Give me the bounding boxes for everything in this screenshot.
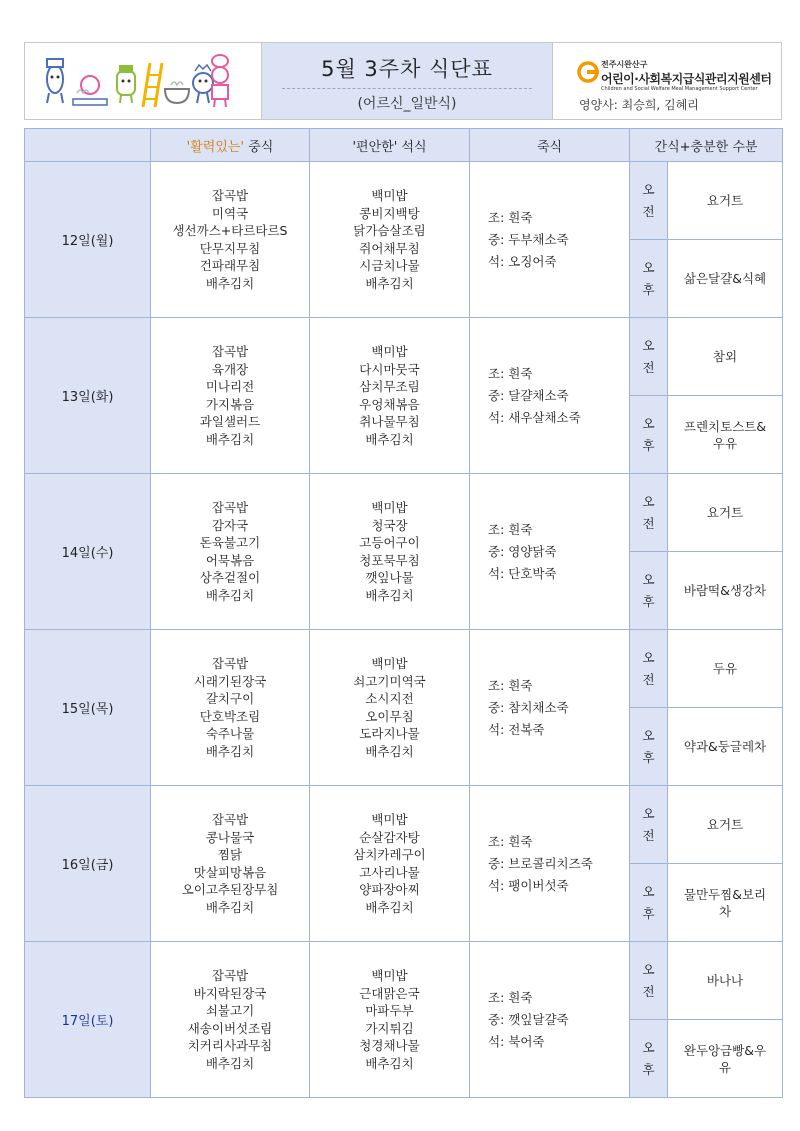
header [24, 42, 782, 120]
chef-character-4-icon [143, 63, 162, 107]
porridge-menu-item: 중: 브로콜리치즈죽 [488, 855, 593, 871]
porridge-menu-item: 중: 두부채소죽 [488, 231, 569, 247]
dinner-menu-item: 닭가슴살조림 [353, 223, 426, 238]
am-snack: 바나나 [668, 942, 783, 1020]
day-row [25, 162, 783, 240]
lunch-menu-item: 배추김치 [205, 743, 255, 759]
dinner-menu-item: 배추김치 [365, 431, 414, 447]
porridge-menu-item: 중: 달걀채소죽 [488, 387, 569, 403]
dinner-menu-item: 백미밥 [371, 656, 408, 671]
pm-label: 오 후 [630, 552, 668, 630]
lunch-menu-item: 건파래무침 [199, 258, 261, 273]
day-row [25, 786, 783, 864]
center-name-en: Children and Social Welfare Meal Management Support Center [601, 86, 758, 92]
porridge-menu-item: 중: 영양닭죽 [488, 543, 557, 559]
lunch-menu [151, 942, 310, 1098]
lunch-menu [151, 786, 310, 942]
dinner-menu-item: 청국장 [371, 517, 408, 533]
day-label: 17일(토) [25, 942, 151, 1098]
porridge-menu-item: 중: 깻잎달걀죽 [488, 1011, 569, 1027]
chef-character-2-icon [73, 76, 107, 105]
porridge-menu-item: 석: 단호박죽 [488, 565, 557, 581]
am-snack: 두유 [668, 630, 783, 708]
day-label: 12일(월) [25, 162, 151, 318]
dinner-menu-item: 취나물무침 [359, 414, 420, 429]
pm-label: 오 후 [630, 1020, 668, 1098]
center-logo-icon [577, 61, 599, 83]
lunch-menu [151, 318, 310, 474]
dinner-menu-item: 삼치무조림 [359, 379, 420, 394]
pm-label: 오 후 [630, 396, 668, 474]
lunch-menu-item: 잡곡밥 [211, 500, 249, 515]
lunch-menu [151, 630, 310, 786]
porridge-menu-item: 조: 흰죽 [488, 365, 533, 381]
lunch-menu-item: 상추겉절이 [199, 570, 261, 585]
header-row [25, 129, 783, 162]
am-label: 오 전 [630, 942, 668, 1020]
porridge-menu [470, 630, 630, 786]
page-title: 5월 3주차 식단표 [321, 57, 493, 81]
pm-label: 오 후 [630, 708, 668, 786]
pm-snack: 완두앙금빵&우 유 [668, 1020, 783, 1098]
lunch-menu-item: 찜닭 [217, 847, 243, 862]
pm-snack: 바람떡&생강차 [668, 552, 783, 630]
dinner-menu-item: 쇠고기미역국 [353, 673, 426, 689]
nutritionist-names: 영양사: 최승희, 김혜리 [579, 98, 699, 112]
porridge-menu-item: 조: 흰죽 [488, 833, 533, 849]
am-label: 오 전 [630, 162, 668, 240]
lunch-menu-item: 잡곡밥 [211, 344, 249, 359]
lunch-menu-item: 배추김치 [205, 587, 255, 603]
chef-character-5-icon [193, 65, 213, 103]
dinner-menu-item: 배추김치 [365, 587, 414, 603]
dinner-menu-item: 깻잎나물 [365, 570, 414, 585]
page-subtitle: (어르신_일반식) [357, 96, 457, 112]
lunch-menu-item: 잡곡밥 [211, 656, 249, 671]
lunch-menu-item: 잡곡밥 [211, 188, 249, 203]
porridge-menu [470, 786, 630, 942]
porridge-menu-item: 조: 흰죽 [488, 521, 533, 537]
dinner-menu [310, 630, 470, 786]
lunch-menu [151, 162, 310, 318]
am-label: 오 전 [630, 318, 668, 396]
lunch-menu-item: 배추김치 [205, 899, 255, 915]
porridge-menu-item: 석: 팽이버섯죽 [488, 877, 569, 893]
menu-table [24, 128, 783, 1098]
dinner-menu [310, 162, 470, 318]
dinner-menu-item: 가지튀김 [365, 1020, 414, 1036]
lunch-menu-item: 콩나물국 [205, 829, 255, 845]
dinner-menu [310, 318, 470, 474]
pm-snack: 삶은달걀&식혜 [668, 240, 783, 318]
day-label: 14일(수) [25, 474, 151, 630]
chef-character-1-icon [47, 59, 63, 103]
pm-snack: 물만두찜&보리 차 [668, 864, 783, 942]
dinner-menu [310, 474, 470, 630]
col-lunch: '활력있는' 중식 [151, 129, 310, 162]
lunch-menu-item: 미역국 [211, 205, 249, 221]
center-info [553, 43, 781, 119]
day-label: 13일(화) [25, 318, 151, 474]
am-snack: 요거트 [668, 162, 783, 240]
center-district: 전주시완산구 [601, 60, 648, 69]
dinner-menu [310, 942, 470, 1098]
am-label: 오 전 [630, 630, 668, 708]
lunch-menu-item: 과일샐러드 [199, 414, 261, 429]
lunch-menu-item: 숙주나물 [205, 726, 255, 741]
porridge-menu-item: 석: 북어죽 [488, 1033, 545, 1049]
dinner-menu-item: 배추김치 [365, 899, 414, 915]
lunch-menu-item: 시래기된장국 [193, 673, 267, 689]
porridge-menu-item: 석: 전복죽 [488, 721, 545, 737]
dinner-menu-item: 백미밥 [371, 500, 408, 515]
pm-snack: 프렌치토스트& 우유 [668, 396, 783, 474]
lunch-menu-item: 단무지무침 [199, 240, 261, 256]
dinner-menu-item: 쥐어채무침 [359, 240, 420, 256]
am-snack: 요거트 [668, 786, 783, 864]
am-snack: 요거트 [668, 474, 783, 552]
dinner-menu-item: 소시지전 [365, 691, 414, 706]
porridge-menu [470, 942, 630, 1098]
porridge-menu-item: 석: 오징어죽 [488, 253, 557, 269]
lunch-menu-item: 잡곡밥 [211, 812, 249, 827]
porridge-menu-item: 석: 새우살채소죽 [488, 409, 581, 425]
day-row [25, 318, 783, 396]
dinner-menu-item: 배추김치 [365, 743, 414, 759]
title-divider [282, 88, 532, 89]
pm-snack: 약과&둥글레차 [668, 708, 783, 786]
lunch-menu [151, 474, 310, 630]
lunch-menu-item: 생선까스+타르타르S [172, 223, 288, 238]
dinner-menu-item: 배추김치 [365, 1055, 414, 1071]
porridge-menu [470, 318, 630, 474]
bowl-icon [165, 82, 189, 103]
dinner-menu-item: 다시마뭇국 [359, 361, 420, 377]
dinner-menu-item: 고등어구이 [359, 535, 420, 550]
am-label: 오 전 [630, 474, 668, 552]
day-row [25, 942, 783, 1020]
pm-label: 오 후 [630, 240, 668, 318]
col-dinner: '편안한' 석식 [310, 129, 470, 162]
day-label: 15일(목) [25, 630, 151, 786]
am-snack: 참외 [668, 318, 783, 396]
corner-cell [25, 129, 151, 162]
lunch-menu-item: 미나리전 [205, 379, 255, 394]
am-label: 오 전 [630, 786, 668, 864]
dinner-menu-item: 고사리나물 [359, 864, 420, 880]
col-snack: 간식+충분한 수분 [630, 129, 783, 162]
lunch-menu-item: 새송이버섯조림 [187, 1020, 273, 1036]
lunch-menu-item: 단호박조림 [199, 708, 261, 724]
porridge-menu [470, 162, 630, 318]
lunch-menu-item: 오이고추된장무침 [181, 882, 279, 897]
porridge-menu [470, 474, 630, 630]
lunch-menu-item: 배추김치 [205, 1055, 255, 1071]
lunch-menu-item: 치커리사과무침 [187, 1038, 273, 1053]
dinner-menu-item: 백미밥 [371, 812, 408, 827]
dinner-menu-item: 도라지나물 [359, 726, 420, 741]
lunch-menu-item: 맛살피망볶음 [193, 864, 267, 880]
dinner-menu-item: 백미밥 [371, 968, 408, 983]
dinner-menu-item: 콩비지백탕 [359, 205, 420, 221]
dinner-menu-item: 오이무침 [365, 708, 414, 724]
day-row [25, 474, 783, 552]
dinner-menu-item: 순살감자탕 [359, 829, 420, 845]
dinner-menu [310, 786, 470, 942]
dinner-menu-item: 마파두부 [365, 1003, 414, 1018]
lunch-menu-item: 가지볶음 [205, 396, 255, 412]
dinner-menu-item: 청포묵무침 [359, 552, 420, 568]
lunch-menu-item: 잡곡밥 [211, 968, 249, 983]
dinner-menu-item: 시금치나물 [359, 258, 420, 273]
lunch-menu-item: 돈육불고기 [199, 535, 261, 550]
dinner-menu-item: 백미밥 [371, 344, 408, 359]
dinner-menu-item: 삼치카레구이 [353, 847, 426, 862]
porridge-menu-item: 조: 흰죽 [488, 209, 533, 225]
lunch-menu-item: 쇠불고기 [205, 1003, 255, 1018]
day-label: 16일(금) [25, 786, 151, 942]
lunch-menu-item: 감자국 [211, 517, 249, 533]
dinner-menu-item: 우엉채볶음 [359, 396, 420, 412]
col-porridge: 죽식 [470, 129, 630, 162]
lunch-menu-item: 육개장 [211, 361, 249, 377]
pm-label: 오 후 [630, 864, 668, 942]
center-name: 어린이·사회복지급식관리지원센터 [601, 72, 772, 86]
dinner-menu-item: 양파장아찌 [359, 882, 420, 897]
lunch-menu-item: 갈치구이 [205, 691, 255, 706]
dinner-menu-item: 배추김치 [365, 275, 414, 291]
dinner-menu-item: 백미밥 [371, 188, 408, 203]
title-box [261, 43, 553, 119]
chef-character-6-icon [212, 55, 228, 107]
porridge-menu-item: 중: 참치채소죽 [488, 699, 569, 715]
lunch-menu-item: 배추김치 [205, 275, 255, 291]
lunch-menu-item: 어묵볶음 [205, 552, 255, 568]
menu-body [25, 162, 783, 1098]
chef-illustration [25, 43, 261, 119]
dinner-menu-item: 청경채나물 [359, 1038, 420, 1053]
lunch-menu-item: 바지락된장국 [193, 985, 267, 1001]
lunch-menu-item: 배추김치 [205, 431, 255, 447]
day-row [25, 630, 783, 708]
chef-character-3-icon [117, 65, 135, 103]
porridge-menu-item: 조: 흰죽 [488, 989, 533, 1005]
chef-characters-image [25, 43, 261, 119]
dinner-menu-item: 근대맑은국 [359, 985, 420, 1001]
porridge-menu-item: 조: 흰죽 [488, 677, 533, 693]
